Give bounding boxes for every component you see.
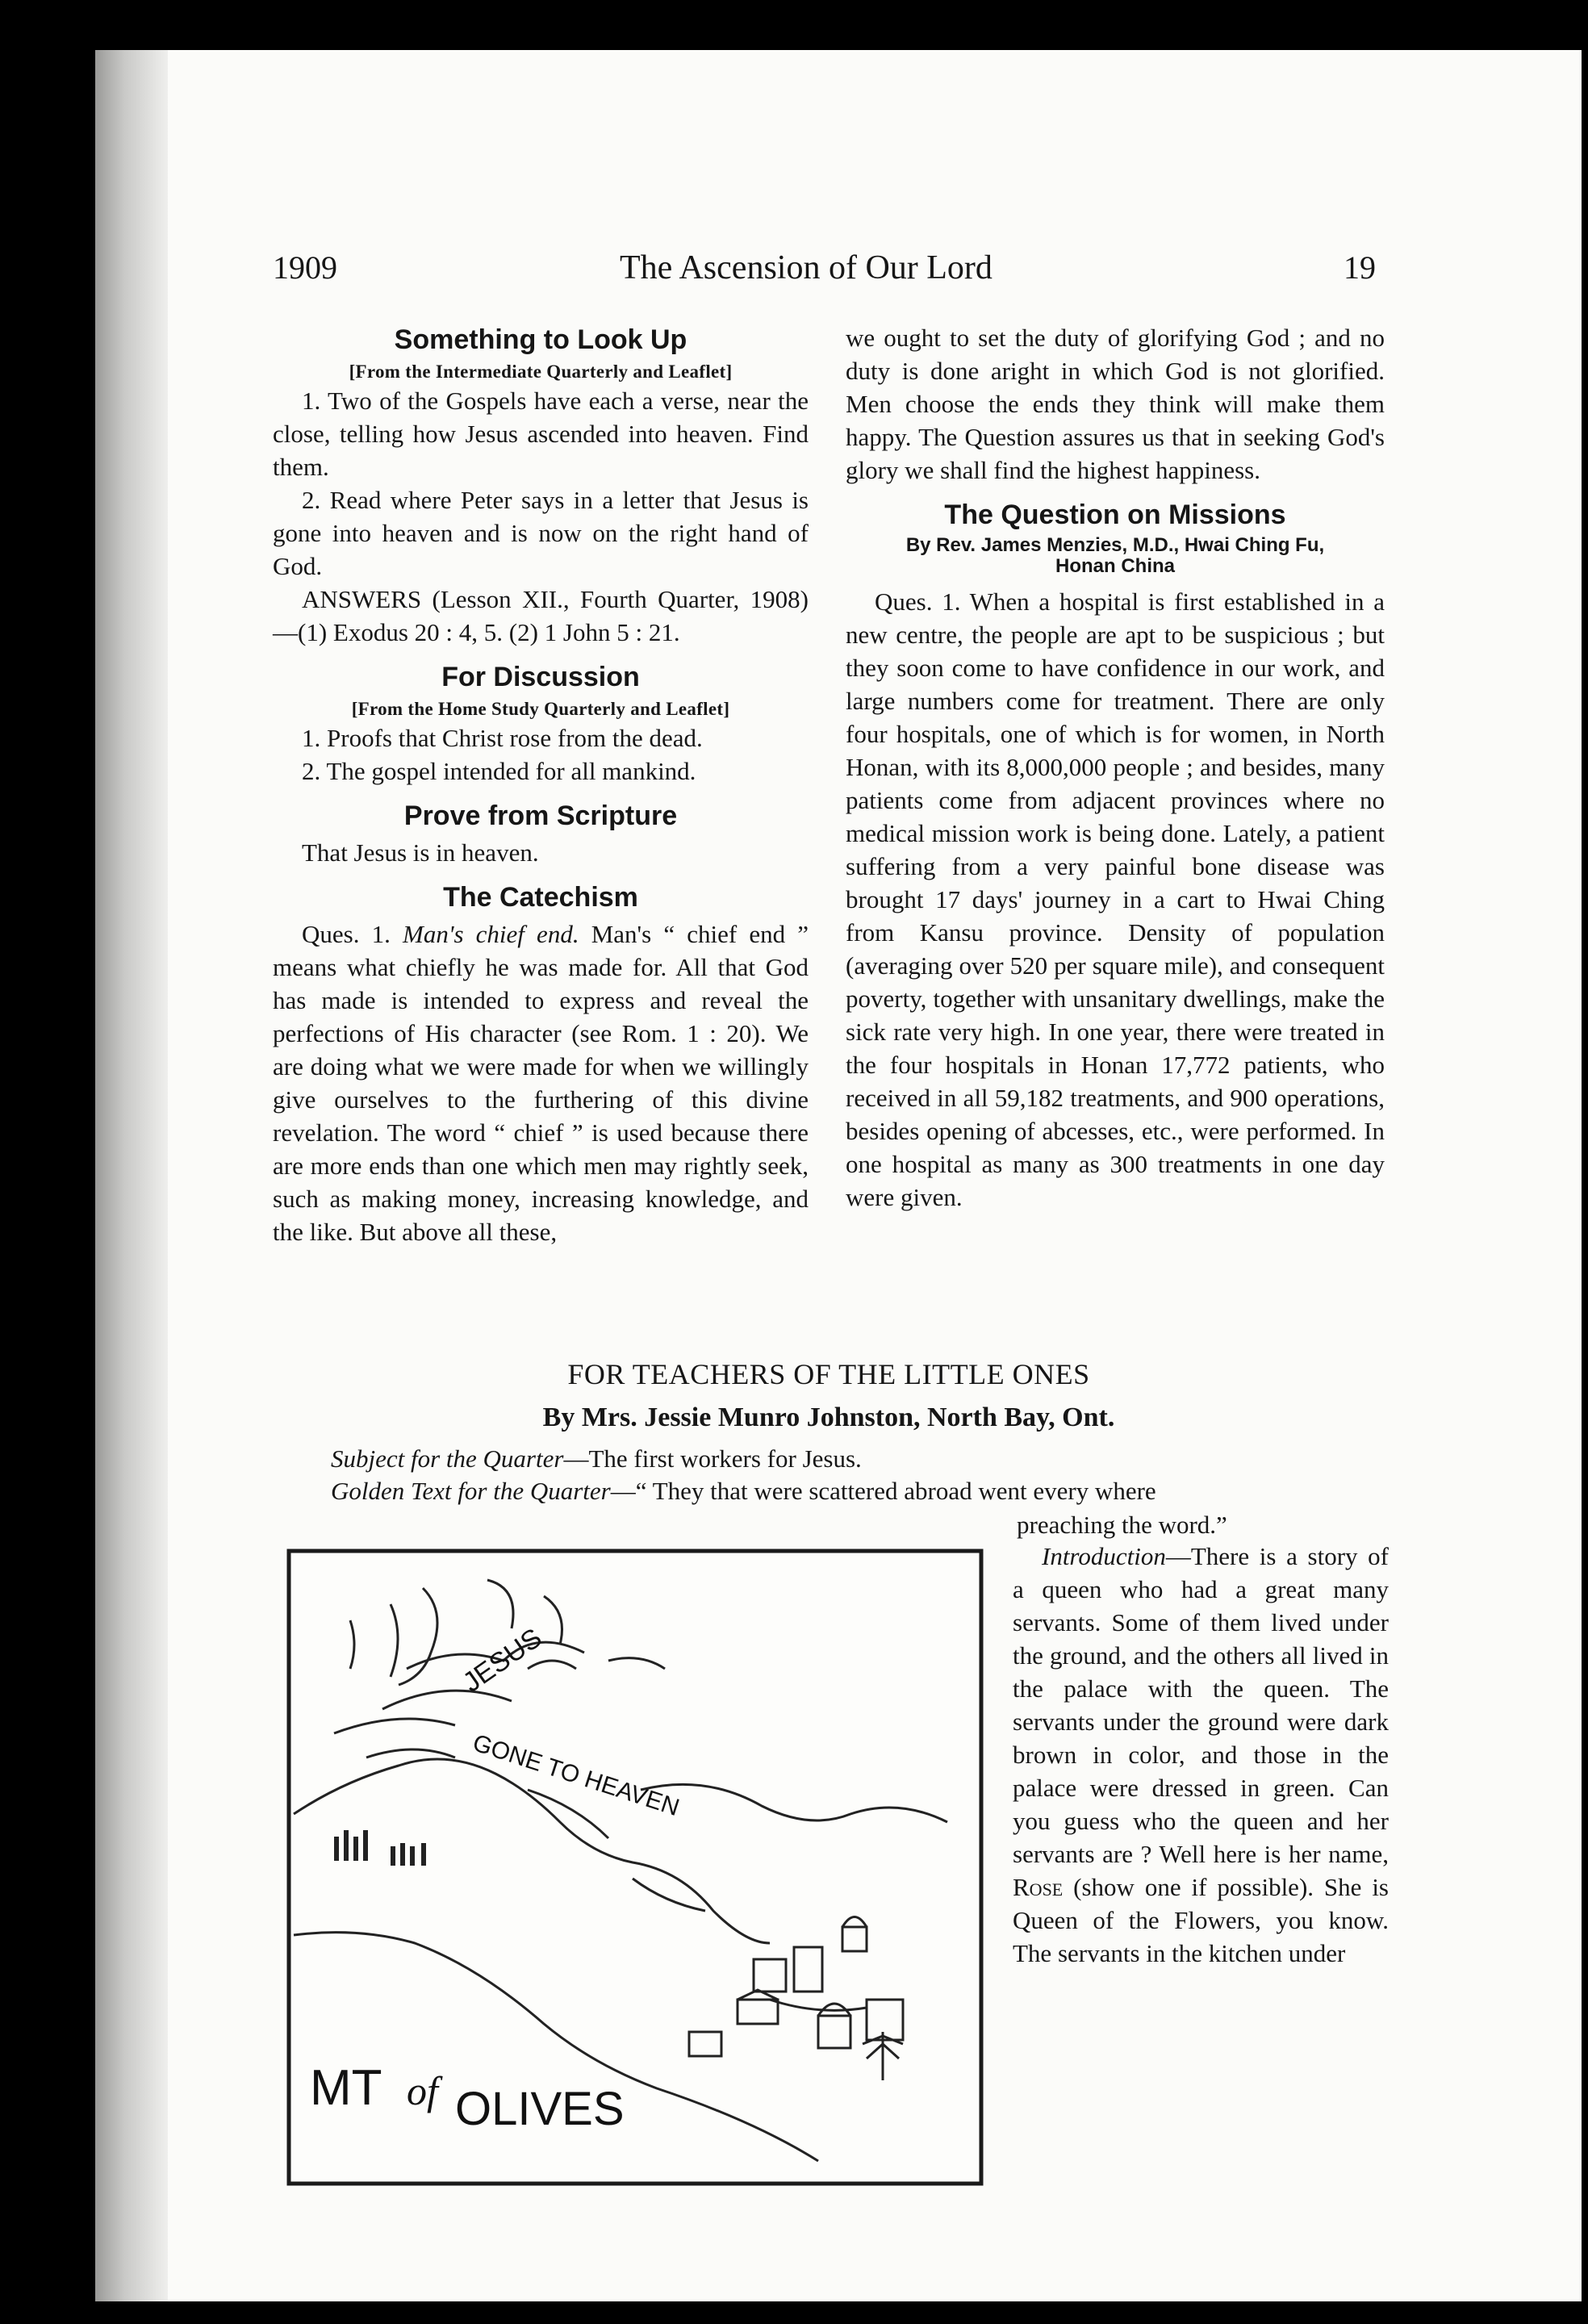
subject-line xyxy=(331,1444,1385,1473)
running-title: The Ascension of Our Lord xyxy=(620,249,992,286)
label-mt: MT xyxy=(310,2060,382,2116)
golden-text-end: preaching the word.” xyxy=(1017,1511,1227,1539)
discussion-item-2: 2. The gospel intended for all mankind. xyxy=(302,757,696,785)
label-of: of xyxy=(407,2068,438,2113)
prove-text: That Jesus is in heaven. xyxy=(302,838,539,867)
left-column xyxy=(273,321,809,1248)
label-olives: OLIVES xyxy=(455,2083,625,2135)
missions-byline-2: Honan China xyxy=(1055,555,1175,577)
golden-text: —“ They that were scattered abroad went every where xyxy=(610,1477,1156,1505)
look-up-heading: Something to Look Up xyxy=(394,324,687,355)
teachers-byline: By Mrs. Jessie Munro Johnston, North Bay, Ont. xyxy=(542,1402,1115,1432)
page-number: 19 xyxy=(1344,249,1376,286)
label-jesus: JESUS xyxy=(457,1622,548,1699)
right-column xyxy=(846,321,1385,1214)
catechism-continuation: we ought to set the duty of glorifying God ; and no duty is done aright in which God is not glorified. Men choose the ends they think will make them happy. The Question assures us that in seeking God's glory we shall find the highest happiness. xyxy=(846,324,1385,484)
golden-label: Golden Text for the Quarter xyxy=(331,1477,611,1505)
intro-text-2: (show one if possible). She is Queen of the Flowers, you know. The servants in the kitchen under xyxy=(1013,1873,1389,1967)
rose-word: Rose xyxy=(1013,1873,1064,1901)
subject-label: Subject for the Quarter xyxy=(331,1444,564,1473)
missions-body: Ques. 1. When a hospital is first established in a new centre, the people are apt to be suspicious ; but they soon come to have confidence in our work, and large numbers come for treatment. There are only four hospitals, one of which is for women, in North Honan, with its 8,000,000 people ; and besides, many patients come from adjacent provinces where no medical mission work is being done. Lately, a patient suffering from a very painful bone disease was brought 17 days' journey in a cart to Hwai Ching from Kansu province. Density of population (averaging over 520 per square mile), and consequent poverty, together with unsanitary dwellings, make the sick rate very high. In one year, there were treated in the four hospitals in Honan 17,772 patients, who received in all 59,182 treatments, and 900 operations, besides opening of abcesses, etc., were performed. In one hospital as many as 300 treatments in one day were given. xyxy=(846,587,1385,1211)
intro-label: Introduction xyxy=(1042,1542,1166,1570)
intro-text: —There is a story of a queen who had a great many servants. Some of them lived under the ground, and the others all lived in the palace with the queen. The servants under the ground were dark brown in color, and those in the palace were dressed in green. Can you guess who the queen and her servants are ? Well here is her name, xyxy=(1013,1542,1389,1868)
look-up-item-1: 1. Two of the Gospels have each a verse, near the close, telling how Jesus ascended into heaven. Find them. xyxy=(273,387,809,481)
discussion-heading: For Discussion xyxy=(441,662,640,692)
golden-text-line xyxy=(331,1477,1385,1506)
discussion-source: [From the Home Study Quarterly and Leaflet] xyxy=(351,699,730,719)
teachers-section-title: FOR TEACHERS OF THE LITTLE ONES xyxy=(567,1358,1090,1390)
catechism-heading: The Catechism xyxy=(443,882,638,913)
illustration-frame xyxy=(289,1551,981,2184)
header-year: 1909 xyxy=(273,249,337,286)
catechism-body xyxy=(273,917,809,1248)
book-spine-shadow xyxy=(95,50,168,2301)
mount-of-olives-illustration xyxy=(286,1548,984,2187)
discussion-item-1: 1. Proofs that Christ rose from the dead. xyxy=(302,724,703,752)
missions-heading: The Question on Missions xyxy=(944,499,1286,530)
introduction-column xyxy=(1013,1540,1389,1970)
missions-byline-1: By Rev. James Menzies, M.D., Hwai Ching Fu, xyxy=(905,534,1325,556)
introduction-paragraph xyxy=(1013,1540,1389,1970)
catechism-ques-prefix: Ques. 1. xyxy=(302,920,391,948)
catechism-topic: Man's chief end. xyxy=(403,920,579,948)
look-up-source: [From the Intermediate Quarterly and Leaflet] xyxy=(349,362,733,382)
label-gone-to-heaven: GONE TO HEAVEN xyxy=(469,1729,683,1822)
subject-text: —The first workers for Jesus. xyxy=(563,1444,862,1473)
look-up-item-2: 2. Read where Peter says in a letter that Jesus is gone into heaven and is now on the right hand of God. xyxy=(273,486,809,580)
prove-heading: Prove from Scripture xyxy=(403,800,678,831)
catechism-text: Man's “ chief end ” means what chiefly he was made for. All that God has made is intended to express and reveal the perfections of His character (see Rom. 1 : 20). We are doing what we were made for when we willingly give ourselves to the furthering of this divine revelation. The word “ chief ” is used because there are more ends than one which men may rightly seek, such as making money, increasing knowledge, and the like. But above all these, xyxy=(273,920,809,1246)
look-up-answers: ANSWERS (Lesson XII., Fourth Quarter, 1908)—(1) Exodus 20 : 4, 5. (2) 1 John 5 : 21. xyxy=(273,585,809,646)
